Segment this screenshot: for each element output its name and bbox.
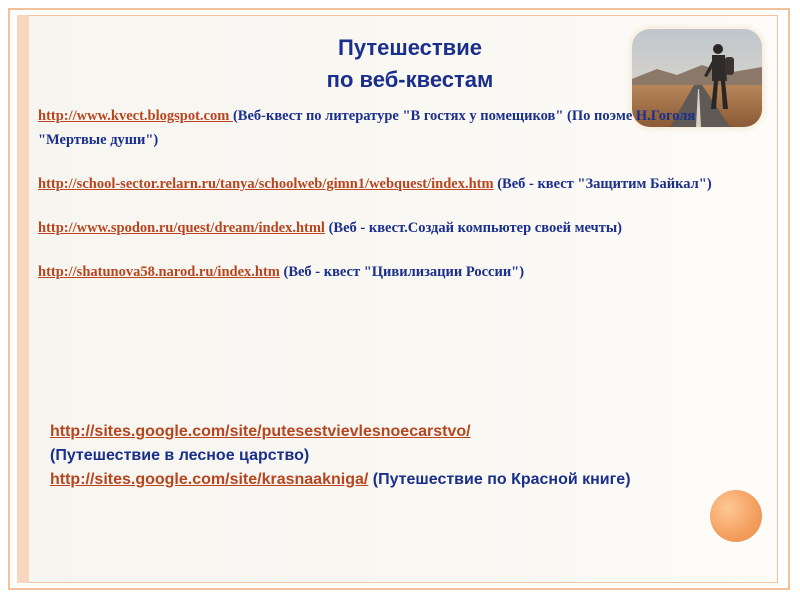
- link-entry: [38, 104, 738, 152]
- link-description: (Веб - квест "Цивилизации России"): [279, 264, 525, 280]
- title-line-1: Путешествие: [338, 35, 482, 60]
- link-shatunova58[interactable]: http://shatunova58.narod.ru/index.htm: [38, 264, 280, 280]
- link-google-forest-kingdom[interactable]: http://sites.google.com/site/putesestvievlesnoecarstvo/: [50, 423, 471, 440]
- link-description: (Веб - квест.Создай компьютер своей мечты): [324, 220, 623, 236]
- left-accent-band: [17, 15, 29, 583]
- link-entry: [38, 260, 738, 284]
- link-description: (Веб-квест по литературе "В гостях у помещиков" (По поэме Н.Гоголя "Мертвые души"): [38, 108, 696, 148]
- link-description: (Веб - квест "Защитим Байкал"): [493, 176, 712, 192]
- decorative-orange-circle: [710, 490, 762, 542]
- link-spodon-dream[interactable]: http://www.spodon.ru/quest/dream/index.html: [38, 220, 325, 236]
- title-line-2: по веб-квестам: [326, 67, 494, 92]
- link-description: (Путешествие по Красной книге): [368, 471, 631, 488]
- link-description: (Путешествие в лесное царство): [50, 447, 310, 464]
- link-entry: [38, 216, 738, 240]
- link-kvect-blogspot[interactable]: http://www.kvect.blogspot.com: [38, 108, 233, 124]
- slide-title: [250, 32, 570, 96]
- web-quest-links: [38, 104, 738, 304]
- link-google-red-book[interactable]: http://sites.google.com/site/krasnaakniga/: [50, 471, 369, 488]
- link-school-sector-baikal[interactable]: http://school-sector.relarn.ru/tanya/schoolweb/gimn1/webquest/index.htm: [38, 176, 494, 192]
- google-sites-links: [50, 420, 710, 492]
- link-entry: [38, 172, 738, 196]
